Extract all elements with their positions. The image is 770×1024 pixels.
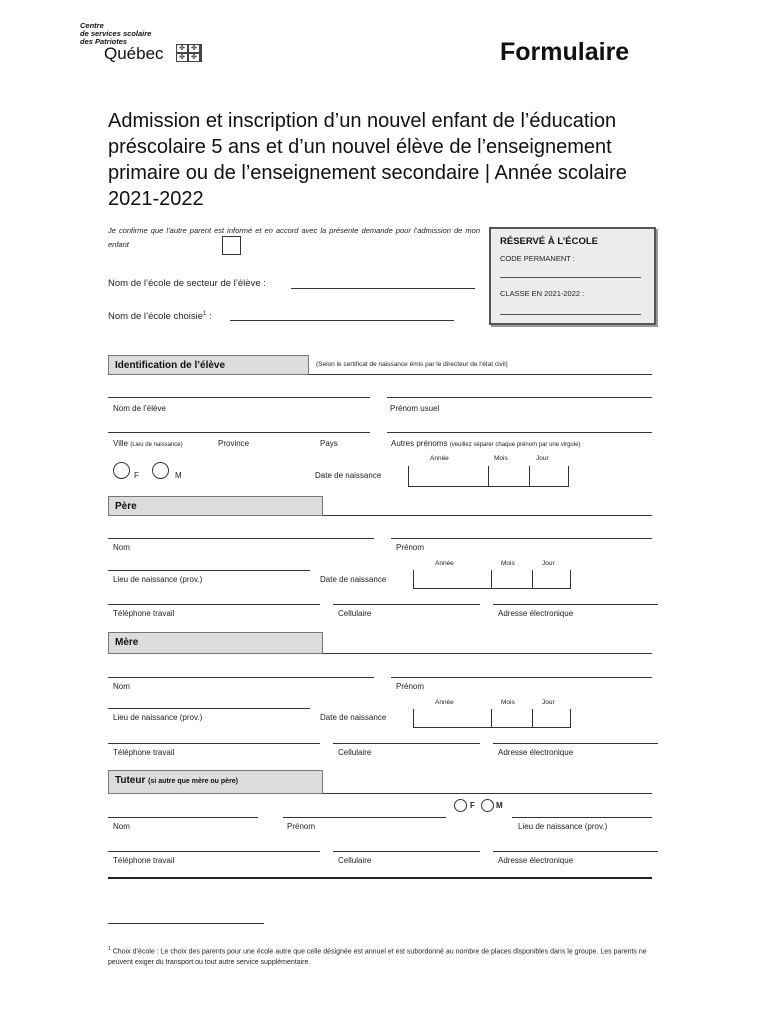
pere-prenom-field[interactable] <box>391 538 652 539</box>
pere-prenom-label: Prénom <box>396 543 425 552</box>
chosen-school-label-text: Nom de l’école choisie <box>108 311 204 323</box>
mere-prenom-label: Prénom <box>396 682 425 691</box>
pere-email-label: Adresse électronique <box>498 609 574 618</box>
tuteur-header-text: Tuteur <box>115 775 146 786</box>
chosen-school-field[interactable] <box>230 320 454 321</box>
tuteur-header-rule <box>323 793 652 794</box>
pere-date-sep-3 <box>532 570 533 589</box>
footnote-separator <box>108 923 264 924</box>
pere-date-sep-2 <box>491 570 492 589</box>
sector-school-label: Nom de l’école de secteur de l’élève : <box>108 278 266 289</box>
tuteur-email-field[interactable] <box>493 851 658 852</box>
tuteur-lieu-field[interactable] <box>512 817 652 818</box>
pere-date-sep-4 <box>570 570 571 589</box>
mere-date-field[interactable] <box>413 727 571 728</box>
mere-date-sep-2 <box>491 709 492 728</box>
eleve-sexe-f-radio[interactable] <box>113 462 130 479</box>
eleve-annee-label: Année <box>430 455 449 462</box>
tuteur-m-label: M <box>496 801 503 810</box>
eleve-section-header: Identification de l’élève <box>108 355 309 375</box>
eleve-ville-text: Ville <box>113 439 128 448</box>
consent-text: Je confirme que l’autre parent est informé et en accord avec la présente demande pour l’admission de mon enfant <box>108 226 480 249</box>
classe-field[interactable] <box>500 314 641 315</box>
eleve-autres-note: (veuillez séparer chaque prénom par une virgule) <box>449 442 581 448</box>
sector-school-field[interactable] <box>291 288 475 289</box>
pere-lieu-label: Lieu de naissance (prov.) <box>113 575 203 584</box>
tuteur-tel-label: Téléphone travail <box>113 856 175 865</box>
tuteur-nom-field[interactable] <box>108 817 258 818</box>
eleve-province-label: Province <box>218 439 250 448</box>
eleve-autres-text: Autres prénoms <box>391 439 448 448</box>
pere-cell-label: Cellulaire <box>338 609 372 618</box>
eleve-date-sep-3 <box>529 466 530 487</box>
pere-date-sep-1 <box>413 570 414 589</box>
pere-cell-field[interactable] <box>333 604 480 605</box>
eleve-ville-label <box>113 439 183 448</box>
pere-tel-field[interactable] <box>108 604 320 605</box>
eleve-date-sep-2 <box>488 466 489 487</box>
eleve-pays-label: Pays <box>320 439 338 448</box>
tuteur-sexe-f-radio[interactable] <box>454 799 467 812</box>
eleve-ville-field[interactable] <box>108 432 370 433</box>
chosen-school-label <box>108 311 212 322</box>
mere-cell-label: Cellulaire <box>338 748 372 757</box>
mere-date-sep-1 <box>413 709 414 728</box>
form-end-rule <box>108 877 652 879</box>
eleve-date-sep-1 <box>408 466 409 487</box>
mere-cell-field[interactable] <box>333 743 480 744</box>
mere-lieu-label: Lieu de naissance (prov.) <box>113 713 203 722</box>
pere-header-rule <box>323 515 652 516</box>
code-permanent-field[interactable] <box>500 277 641 278</box>
eleve-mois-label: Mois <box>494 455 508 462</box>
eleve-nom-field[interactable] <box>108 397 370 398</box>
classe-label: CLASSE EN 2021-2022 : <box>500 289 585 298</box>
pere-tel-label: Téléphone travail <box>113 609 175 618</box>
pere-email-field[interactable] <box>493 604 658 605</box>
mere-jour-label: Jour <box>542 699 555 706</box>
eleve-note: (Selon le certificat de naissance émis par le directeur de l’état civil) <box>316 361 508 368</box>
footnote-ref: 1 <box>203 311 207 317</box>
org-line-3: des Patriotes <box>80 37 128 46</box>
eleve-jour-label: Jour <box>536 455 549 462</box>
pere-nom-field[interactable] <box>108 538 374 539</box>
consent-checkbox[interactable] <box>222 236 241 255</box>
pere-jour-label: Jour <box>542 560 555 567</box>
eleve-header-rule <box>309 374 652 375</box>
pere-annee-label: Année <box>435 560 454 567</box>
eleve-m-label: M <box>175 471 182 480</box>
eleve-date-sep-4 <box>568 466 569 487</box>
mere-tel-field[interactable] <box>108 743 320 744</box>
mere-lieu-field[interactable] <box>108 708 310 709</box>
tuteur-email-label: Adresse électronique <box>498 856 574 865</box>
mere-nom-field[interactable] <box>108 677 374 678</box>
eleve-date-label: Date de naissance <box>315 471 382 480</box>
eleve-nom-label: Nom de l’élève <box>113 404 166 413</box>
tuteur-nom-label: Nom <box>113 822 130 831</box>
org-line-2: de services scolaire <box>80 29 152 38</box>
pere-lieu-field[interactable] <box>108 570 310 571</box>
org-logo-text <box>80 22 151 46</box>
mere-date-sep-3 <box>532 709 533 728</box>
tuteur-prenom-label: Prénom <box>287 822 316 831</box>
mere-header-rule <box>323 653 652 654</box>
pere-mois-label: Mois <box>501 560 515 567</box>
eleve-prenom-field[interactable] <box>387 397 652 398</box>
tuteur-sexe-m-radio[interactable] <box>481 799 494 812</box>
mere-annee-label: Année <box>435 699 454 706</box>
mere-date-sep-4 <box>570 709 571 728</box>
eleve-autres-label <box>391 439 580 448</box>
eleve-prenom-label: Prénom usuel <box>390 404 440 413</box>
chosen-school-colon: : <box>206 311 212 323</box>
quebec-wordmark: Québec <box>104 44 164 63</box>
pere-date-field[interactable] <box>413 588 571 589</box>
eleve-date-field[interactable] <box>408 486 569 487</box>
pere-section-header: Père <box>108 496 323 516</box>
footnote-number: 1 <box>108 946 111 952</box>
reserve-box <box>489 227 656 325</box>
eleve-sexe-m-radio[interactable] <box>152 462 169 479</box>
footnote-text: Choix d’école : Le choix des parents pour une école autre que celle désignée est annuel et est subordonné au nombre de places disponibles dans le groupe. Les parents ne peuvent exiger du transport ou tout autre service supplémentaire. <box>108 948 647 967</box>
mere-date-label: Date de naissance <box>320 713 387 722</box>
pere-nom-label: Nom <box>113 543 130 552</box>
reserve-title: RÉSERVÉ À L’ÉCOLE <box>500 236 599 247</box>
footnote <box>108 944 668 968</box>
mere-email-label: Adresse électronique <box>498 748 574 757</box>
tuteur-section-header <box>108 770 323 794</box>
tuteur-tel-field[interactable] <box>108 851 320 852</box>
tuteur-lieu-label: Lieu de naissance (prov.) <box>518 822 608 831</box>
mere-tel-label: Téléphone travail <box>113 748 175 757</box>
code-permanent-label: CODE PERMANENT : <box>500 254 575 263</box>
doc-type-heading: Formulaire <box>500 38 630 66</box>
page-title: Admission et inscription d’un nouvel enfant de l’éducation préscolaire 5 ans et d’un nouvel élève de l’enseignement primaire ou de l’enseignement secondaire | Année scolaire 2021-2022 <box>108 110 627 210</box>
tuteur-cell-field[interactable] <box>333 851 480 852</box>
tuteur-prenom-field[interactable] <box>283 817 446 818</box>
eleve-ville-note: (Lieu de naissance) <box>130 442 183 448</box>
mere-prenom-field[interactable] <box>391 677 652 678</box>
tuteur-header-note: (si autre que mère ou père) <box>148 778 239 785</box>
tuteur-f-label: F <box>470 801 475 810</box>
mere-email-field[interactable] <box>493 743 658 744</box>
mere-nom-label: Nom <box>113 682 130 691</box>
tuteur-cell-label: Cellulaire <box>338 856 372 865</box>
eleve-f-label: F <box>134 471 139 480</box>
mere-mois-label: Mois <box>501 699 515 706</box>
quebec-flag-icon: ✤ ✤ ✤ ✤ <box>176 44 202 62</box>
pere-date-label: Date de naissance <box>320 575 387 584</box>
eleve-autres-field[interactable] <box>387 432 652 433</box>
mere-section-header: Mère <box>108 632 323 654</box>
org-line-1: Centre <box>80 21 104 30</box>
